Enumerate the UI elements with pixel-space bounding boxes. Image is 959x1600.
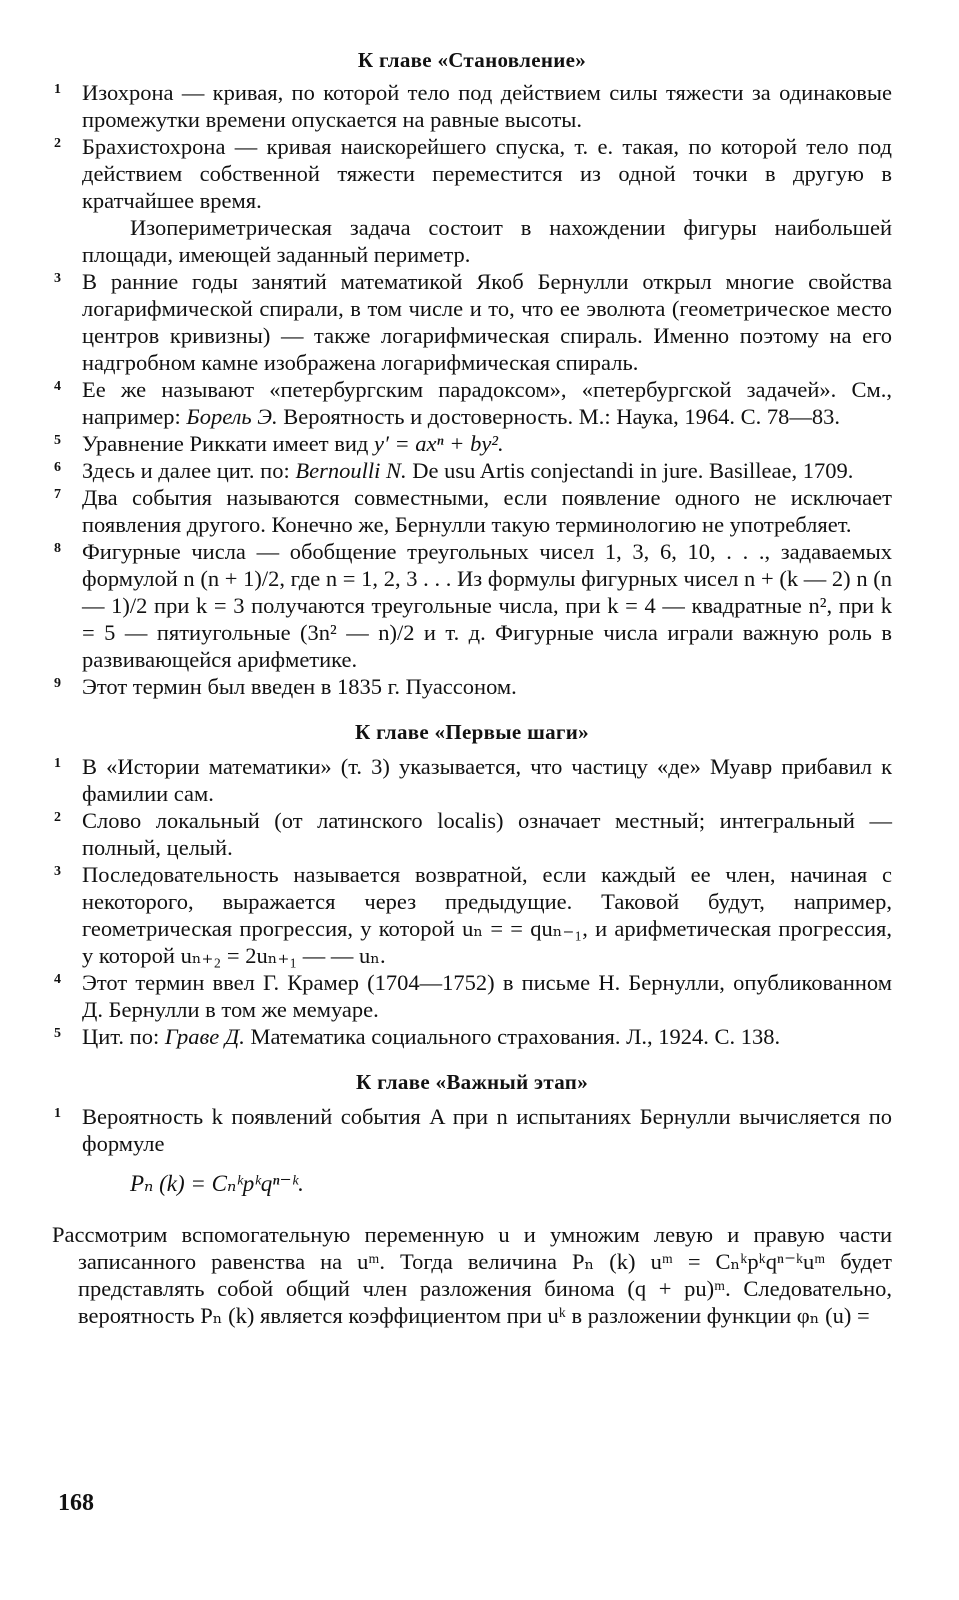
footnote: [52, 376, 892, 430]
footnote-number: 7: [54, 487, 61, 502]
text-fragment: Здесь и далее цит. по:: [82, 458, 296, 483]
footnote-text: [82, 457, 892, 484]
footnote-text: Изохрона — кривая, по которой тело под действием силы тяжести за одинаковые промежутки времени опускается на равные высоты.: [82, 80, 892, 132]
footnote-text: Два события называются совместными, если появление одного не исключает появления другого. Конечно же, Бернулли такую терминологию не употребляет.: [82, 485, 892, 537]
section-title-2: К главе «Первые шаги»: [355, 720, 589, 744]
footnote: [52, 133, 892, 268]
text-fragment: Математика социального страхования. Л., 1924. С. 138.: [244, 1024, 781, 1049]
text-fragment: Вероятность и достоверность. М.: Наука, 1964. С. 78—83.: [277, 404, 841, 429]
section-title-1: К главе «Становление»: [357, 48, 587, 72]
footnote-text: Вероятность k появлений события A при n испытаниях Бернулли вычисляется по формуле: [82, 1104, 892, 1156]
footnote-text: [82, 376, 892, 430]
footnote-number: 4: [54, 379, 61, 394]
footnote-number: 1: [54, 1106, 61, 1121]
inline-formula: y′ = axⁿ + by².: [373, 431, 504, 456]
page-number: 168: [58, 1490, 94, 1516]
footnote-text: Последовательность называется возвратной, если каждый ее член, начиная с некоторого, выражается через предыдущие. Таковой будут, например, геометрическая прогрессия, у которой uₙ = = quₙ₋₁, и арифметическая прогрессия, у которой uₙ₊₂ = 2uₙ₊₁ — — uₙ.: [82, 862, 892, 968]
footnote-text: Слово локальный (от латинского localis) означает местный; интегральный — полный, целый.: [82, 808, 892, 860]
footnote: [52, 268, 892, 376]
text-fragment: Уравнение Риккати имеет вид: [82, 431, 374, 456]
section-title-3: К главе «Важный этап»: [356, 1070, 588, 1094]
footnote: [52, 430, 892, 457]
footnote: [52, 1103, 892, 1157]
footnote-number: 6: [54, 460, 61, 475]
footnote-number: 2: [54, 810, 61, 825]
footnote-text: В «Истории математики» (т. 3) указывается, что частицу «де» Муавр прибавил к фамилии сам.: [82, 754, 892, 806]
footnote-number: 9: [54, 676, 61, 691]
footnote: [52, 753, 892, 807]
citation-author: Граве Д.: [164, 1024, 245, 1049]
footnote: [52, 1023, 892, 1050]
footnote: [52, 79, 892, 133]
footnote-number: 5: [54, 433, 61, 448]
footnote-number: 3: [54, 271, 61, 286]
footnote-number: 4: [54, 972, 61, 987]
footnote-continuation: Изопериметрическая задача состоит в нахождении фигуры наибольшей площади, имеющей заданный периметр.: [82, 215, 892, 267]
footnote: [52, 969, 892, 1023]
footnote-text: Этот термин был введен в 1835 г. Пуассоном.: [82, 674, 517, 699]
footnote: [52, 457, 892, 484]
footnote-number: 1: [54, 82, 61, 97]
citation-author: Борель Э.: [186, 404, 278, 429]
text-fragment: Ее же называют «петербургским парадоксом», «петербургской задачей». См., например:: [82, 377, 892, 429]
footnote: [52, 861, 892, 969]
text-fragment: Цит. по:: [82, 1024, 165, 1049]
body-paragraph: Рассмотрим вспомогательную переменную u и умножим левую и правую части записанного равенства на uᵐ. Тогда величина Pₙ (k) uᵐ = Cₙᵏpᵏqⁿ⁻ᵏuᵐ будет представлять собой общий член разложения бинома (q + pu)ᵐ. Следовательно, вероятность Pₙ (k) является коэффициентом при uᵏ в разложении функции φₙ (u) =: [52, 1222, 892, 1328]
footnote-number: 1: [54, 756, 61, 771]
footnote-number: 3: [54, 864, 61, 879]
footnote-number: 5: [54, 1026, 61, 1041]
footnote-text: В ранние годы занятий математикой Якоб Бернулли открыл многие свойства логарифмической спирали, в том числе и то, что ее эволюта (геометрическое место центров кривизны) — также логарифмическая спираль. Именно поэтому на его надгробном камне изображена логарифмическая спираль.: [82, 269, 892, 375]
citation-author: Bernoulli N.: [295, 458, 407, 483]
footnote: [52, 484, 892, 538]
footnote: [52, 538, 892, 673]
footnote-text: [82, 1023, 892, 1050]
footnote-text: [82, 430, 892, 457]
footnote: [52, 807, 892, 861]
footnote-number: 8: [54, 541, 61, 556]
footnote-text: Брахистохрона — кривая наискорейшего спуска, т. е. такая, по которой тело под действием собственной тяжести переместится из одной точки в другую в кратчайшее время.: [82, 134, 892, 213]
display-formula: Pₙ (k) = Cₙᵏpᵏqⁿ⁻ᵏ.: [130, 1171, 304, 1196]
footnote-number: 2: [54, 136, 61, 151]
footnote-text: Фигурные числа — обобщение треугольных чисел 1, 3, 6, 10, . . ., задаваемых формулой n (n + 1)/2, где n = 1, 2, 3 . . . Из формулы фигурных чисел n + (k — 2) n (n — 1)/2 при k = 3 получаются треугольные числа, при k = 4 — квадратные n², при k = 5 — пятиугольные (3n² — n)/2 и т. д. Фигурные числа играли важную роль в развивающейся арифметике.: [82, 539, 892, 672]
page-body: [52, 48, 892, 1329]
text-fragment: De usu Artis conjectandi in jure. Basilleae, 1709.: [406, 458, 854, 483]
footnote-text: Этот термин ввел Г. Крамер (1704—1752) в письме Н. Бернулли, опубликованном Д. Бернулли в том же мемуаре.: [82, 970, 892, 1022]
footnote: [52, 673, 892, 700]
